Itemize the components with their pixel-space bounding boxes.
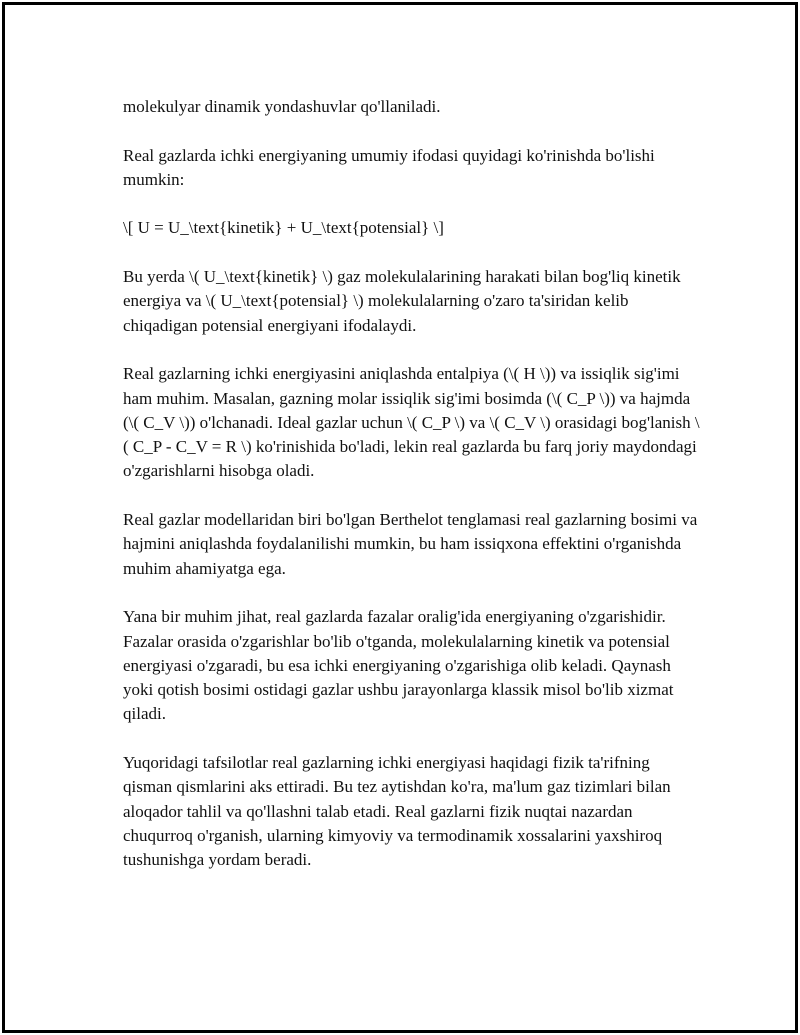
paragraph: Bu yerda \( U_\text{kinetik} \) gaz molekulalarining harakati bilan bog'liq kinetik energiya va \( U_\text{potensial} \) molekulalarning o'zaro ta'siridan kelib chiqadigan potensial energiyani ifodalaydi. xyxy=(123,267,681,335)
equation-paragraph: \[ U = U_\text{kinetik} + U_\text{potensial} \] xyxy=(123,218,444,238)
document-body xyxy=(123,95,703,897)
paragraph: Real gazlar modellaridan biri bo'lgan Berthelot tenglamasi real gazlarning bosimi va hajmini aniqlashda foydalanilishi mumkin, bu ham issiqxona effektini o'rganishda muhim ahamiyatga ega. xyxy=(123,510,698,578)
paragraph: Yana bir muhim jihat, real gazlarda fazalar oralig'ida energiyaning o'zgarishidir. Fazalar orasida o'zgarishlar bo'lib o'tganda, molekulalarning kinetik va potensial energiyasi o'zgaradi, bu esa ichki energiyaning o'zgarishiga olib keladi. Qaynash yoki qotish bosimi ostidagi gazlar ushbu jarayonlarga klassik misol bo'lib xizmat qiladi. xyxy=(123,607,674,724)
paragraph: Yuqoridagi tafsilotlar real gazlarning ichki energiyasi haqidagi fizik ta'rifning qisman qismlarini aks ettiradi. Bu tez aytishdan ko'ra, ma'lum gaz tizimlari bilan aloqador tahlil va qo'llashni talab etadi. Real gazlarni fizik nuqtai nazardan chuqurroq o'rganish, ularning kimyoviy va termodinamik xossalarini yaxshiroq tushunishga yordam beradi. xyxy=(123,753,671,870)
paragraph: Real gazlarning ichki energiyasini aniqlashda entalpiya (\( H \)) va issiqlik sig'imi ham muhim. Masalan, gazning molar issiqlik sig'imi bosimda (\( C_P \)) va hajmda (\( C_V \)) o'lchanadi. Ideal gazlar uchun \( C_P \) va \( C_V \) orasidagi bog'lanish \( C_P - C_V = R \) ko'rinishida bo'ladi, lekin real gazlarda bu farq joriy maydondagi o'zgarishlarni hisobga oladi. xyxy=(123,364,700,481)
paragraph: Real gazlarda ichki energiyaning umumiy ifodasi quyidagi ko'rinishda bo'lishi mumkin: xyxy=(123,145,655,189)
page-frame xyxy=(2,2,798,1033)
paragraph: molekulyar dinamik yondashuvlar qo'llaniladi. xyxy=(123,97,441,116)
